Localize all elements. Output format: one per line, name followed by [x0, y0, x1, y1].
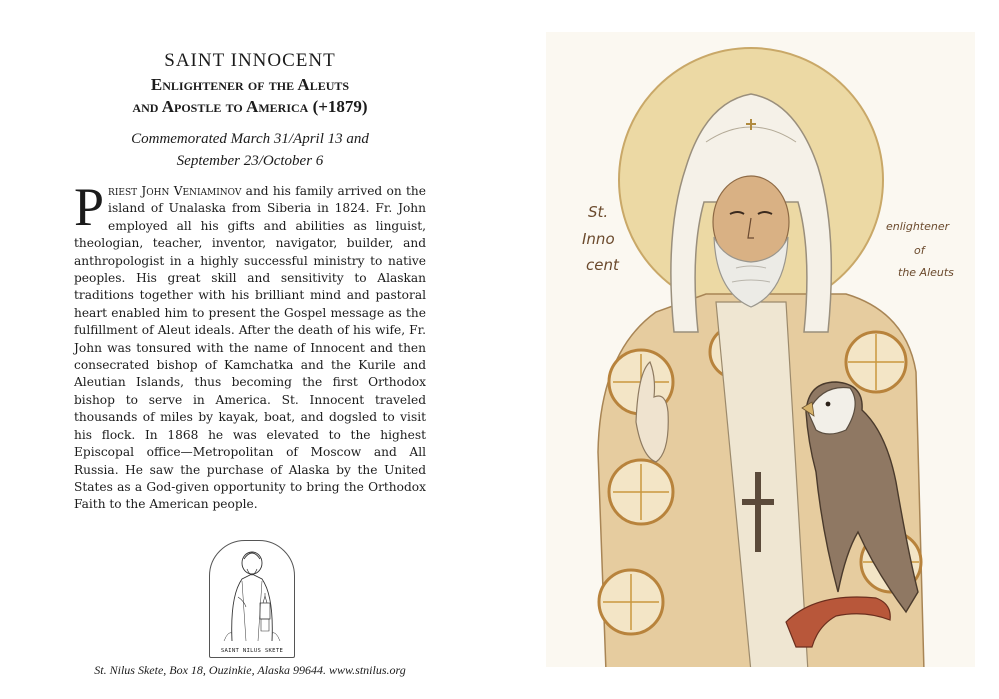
- monk-figure-icon: [210, 541, 294, 645]
- inscription-left-2: Inno: [582, 230, 615, 248]
- footer-address: St. Nilus Skete, Box 18, Ouzinkie, Alaska 99644. www.stnilus.org: [94, 663, 406, 677]
- skete-emblem: [209, 540, 295, 658]
- biography-body: and his family arrived on the island of Unalaska from Siberia in 1824. Fr. John employed all his gifts and abilities as linguist, theologian, teacher, inventor, navigator, builder, and anthropologist in a highly successful ministry to native peoples. His great skill and sensitivity to Alaskan traditions together with his brilliant mind and pastoral heart enabled him to present the Gospel message as the fulfillment of Aleut ideals. After the death of his wife, Fr. John was tonsured with the name of Innocent and then consecrated bishop of Kamchatka and the Kurile and Aleutian Islands, thus becoming the first Orthodox bishop to serve in America. St. Innocent traveled thousands of miles by kayak, boat, and dogsled to visit his flock. In 1868 he was elevated to the highest Episcopal office—Metropolitan of Moscow and All Russia. He saw the purchase of Alaska by the United States as a God-given opportunity to bring the Orthodox Faith to the American people.: [74, 184, 426, 512]
- subtitle-line-2: and Apostle to America (+1879): [132, 97, 368, 116]
- subtitle: [0, 74, 500, 118]
- inscription-left-1: St.: [588, 203, 609, 221]
- commemoration: [0, 128, 500, 172]
- drop-cap: P: [74, 177, 105, 237]
- saint-innocent-icon: [546, 32, 975, 667]
- subtitle-line-1: Enlightener of the Aleuts: [150, 75, 350, 94]
- biography-text: [74, 177, 426, 514]
- lead-small-caps: riest John Veniaminov: [108, 184, 242, 198]
- page-title: SAINT INNOCENT: [164, 50, 336, 71]
- inscription-right-3: the Aleuts: [898, 266, 954, 279]
- commemoration-line-2: September 23/October 6: [176, 153, 324, 169]
- emblem-caption: SAINT NILUS SKETE: [220, 648, 284, 654]
- inscription-left-3: cent: [586, 256, 619, 274]
- inscription-right-2: of: [914, 244, 925, 257]
- commemoration-line-1: Commemorated March 31/April 13 and: [131, 131, 369, 147]
- inscription-right-1: enlightener: [886, 220, 950, 233]
- icon-painting: [546, 32, 975, 667]
